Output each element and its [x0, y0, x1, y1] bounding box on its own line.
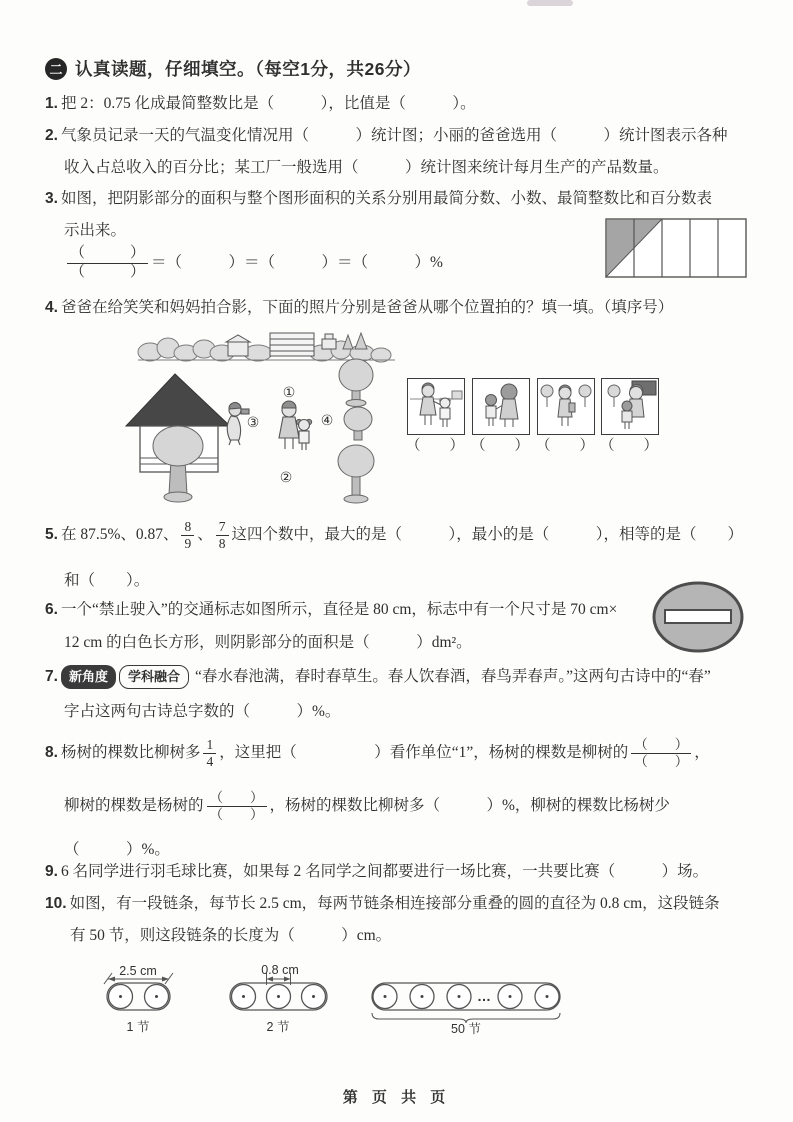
chain-diagram: [60, 965, 710, 1057]
q5-number: 5.: [45, 526, 58, 543]
question-6-line1: [45, 599, 617, 621]
fraction-1-4: [203, 737, 216, 769]
position-label-3: ③: [246, 414, 260, 430]
q2-text-line1: 气象员记录一天的气温变化情况用（ ）统计图；小丽的爸爸选用（ ）统计图表示各种: [60, 127, 728, 144]
q8-text-5: ，杨树的棵数比柳树多（ ）%，柳树的棵数比杨树少: [269, 797, 670, 814]
q5-text-2: 、: [197, 526, 213, 543]
page-footer: 第 页 共 页: [342, 1089, 451, 1106]
question-2-line1: [45, 125, 727, 147]
q2-text-line2: 收入占总收入的百分比；某工厂一般选用（ ）统计图来统计每月生产的产品数量。: [64, 159, 669, 176]
chain-2-label: 2 节: [266, 1020, 290, 1034]
q3-number: 3.: [45, 190, 58, 207]
photo-2-answer-blank: （ ）: [471, 438, 529, 454]
position-label-4: ④: [320, 412, 334, 428]
question-8-line3: [64, 839, 170, 861]
blank-fraction-2-denominator: （ ）: [209, 806, 264, 822]
q6-text-line2: 12 cm 的白色长方形，则阴影部分的面积是（ ）dm²。: [64, 634, 472, 651]
photo-3-answer-blank: （ ）: [536, 438, 594, 454]
section-header: [45, 56, 421, 81]
skyline-bushes: [138, 338, 391, 362]
q5-text-3: 这四个数中，最大的是（ ），最小的是（ ），相等的是（ ）: [231, 526, 744, 543]
chain-2-links: [230, 983, 327, 1010]
question-5-line2: [64, 570, 149, 592]
q8-text-3: ，: [694, 744, 710, 761]
photo-2: [472, 378, 530, 435]
sign-bar: [665, 610, 731, 623]
blank-fraction-2-numerator: （ ）: [207, 790, 267, 807]
question-2-line2: [64, 157, 669, 179]
q8-text-1: 杨树的棵数比柳树多: [60, 744, 201, 761]
chain-50-links: [372, 983, 560, 1010]
section-number-icon: 二: [45, 58, 67, 80]
scan-artifact: [527, 0, 573, 6]
chain-1-label: 1 节: [126, 1020, 150, 1034]
blank-denominator: （ ）: [70, 263, 146, 280]
q9-number: 9.: [45, 863, 58, 880]
q8-text-2: ，这里把（ ）看作单位“1”，杨树的棵数是柳树的: [219, 744, 629, 761]
fraction-figure: [605, 218, 747, 278]
q7-number: 7.: [45, 668, 58, 685]
q7-text-line1: “春水春池满，春时春草生。春人饮春酒，春鸟弄春声。”这两句古诗中的“春”: [194, 668, 711, 685]
q8-text-6: （ ）%。: [64, 841, 170, 858]
photo-2-drawing: [473, 379, 529, 434]
q10-number: 10.: [45, 895, 67, 912]
blank-numerator: （ ）: [67, 245, 148, 263]
question-7-line2: [64, 701, 340, 723]
question-6-line2: [64, 632, 472, 654]
q3-text-line2: 示出来。: [64, 222, 127, 239]
q4-number: 4.: [45, 299, 58, 316]
q9-text: 6 名同学进行羽毛球比赛，如果每 2 名同学之间都要进行一场比赛，一共要比赛（ ）场。: [60, 863, 709, 880]
q2-number: 2.: [45, 127, 58, 144]
question-4: [45, 297, 673, 319]
photo-4: [601, 378, 659, 435]
q8-text-4: 柳树的棵数是杨树的: [64, 797, 204, 814]
q6-number: 6.: [45, 601, 58, 618]
q3-text-line1: 如图，把阴影部分的面积与整个图形面积的关系分别用最简分数、小数、最简整数比和百分数表: [60, 190, 712, 207]
question-8-line2: [64, 784, 670, 828]
q7-text-line2: 字占这两句古诗总字数的（ ）%。: [64, 703, 341, 720]
photo-4-drawing: [602, 379, 658, 434]
blank-fraction-2: [207, 790, 267, 822]
fraction-1-4-denominator: 4: [206, 753, 214, 769]
q1-number: 1.: [45, 95, 58, 112]
chain-dim1-label: 2.5 cm: [119, 965, 157, 978]
question-5-line1: [45, 513, 743, 557]
position-label-1: ①: [282, 384, 296, 400]
blank-fraction-1-numerator: （ ）: [631, 737, 691, 754]
question-7-line1: [45, 665, 711, 689]
new-angle-badge: 新角度: [61, 665, 116, 689]
blank-fraction-1-denominator: （ ）: [634, 753, 689, 769]
question-3-line2: [64, 220, 126, 242]
q5-text-1: 在 87.5%、0.87、: [60, 526, 179, 543]
question-3-formula: [64, 240, 443, 286]
right-trees: [338, 359, 374, 503]
photo-4-answer-blank: （ ）: [600, 438, 658, 454]
no-entry-sign: [650, 581, 746, 653]
fraction-8-9-denominator: 9: [184, 535, 192, 551]
blank-fraction-1: [631, 737, 691, 769]
mom-and-child-figures: [279, 401, 312, 450]
q4-text: 爸爸在给笑笑和妈妈拍合影，下面的照片分别是爸爸从哪个位置拍的？填一填。（填序号）: [60, 299, 674, 316]
question-8-line1: [45, 731, 710, 775]
q3-formula-rest: ＝（ ）＝（ ）＝（ ）%: [151, 254, 443, 271]
photo-3-drawing: [538, 379, 594, 434]
photo-3: [537, 378, 595, 435]
chain-3-label: 50 节: [451, 1022, 481, 1036]
q6-text-line1: 一个“禁止驶入”的交通标志如图所示，直径是 80 cm，标志中有一个尺寸是 70 cm×: [60, 601, 618, 618]
position-label-2: ②: [279, 469, 293, 485]
question-10-line2: [70, 925, 391, 947]
question-10-line1: [45, 893, 720, 915]
photo-scene-illustration: [100, 330, 400, 510]
chain-ellipsis: …: [477, 988, 491, 1004]
q1-text: 把 2：0.75 化成最简整数比是（ ），比值是（ ）。: [60, 95, 476, 112]
fraction-8-9: [181, 519, 194, 551]
q10-text-line1: 如图，有一段链条，每节长 2.5 cm，每两节链条相连接部分重叠的圆的直径为 0.8 cm，这段链条: [69, 895, 720, 912]
fraction-8-9-numerator: 8: [181, 519, 194, 536]
q10-text-line2: 有 50 节，则这段链条的长度为（ ）cm。: [70, 927, 392, 944]
fraction-7-8: [216, 519, 229, 551]
photo-1-answer-blank: （ ）: [406, 438, 464, 454]
photo-1: [407, 378, 465, 435]
blank-fraction: [67, 245, 148, 281]
question-1: [45, 93, 476, 115]
fraction-7-8-denominator: 8: [218, 535, 226, 551]
section-title: 认真读题，仔细填空。（每空1分，共26分）: [75, 59, 421, 79]
question-9: [45, 861, 708, 883]
chain-1-link: [107, 983, 170, 1010]
subject-fusion-badge: 学科融合: [119, 665, 189, 689]
q5-text-4: 和（ ）。: [64, 572, 150, 589]
question-3-line1: [45, 188, 712, 210]
photo-1-drawing: [408, 379, 464, 434]
fraction-7-8-numerator: 7: [216, 519, 229, 536]
fraction-1-4-numerator: 1: [203, 737, 216, 754]
q8-number: 8.: [45, 744, 58, 761]
chain-dim2-label: 0.8 cm: [261, 965, 299, 977]
